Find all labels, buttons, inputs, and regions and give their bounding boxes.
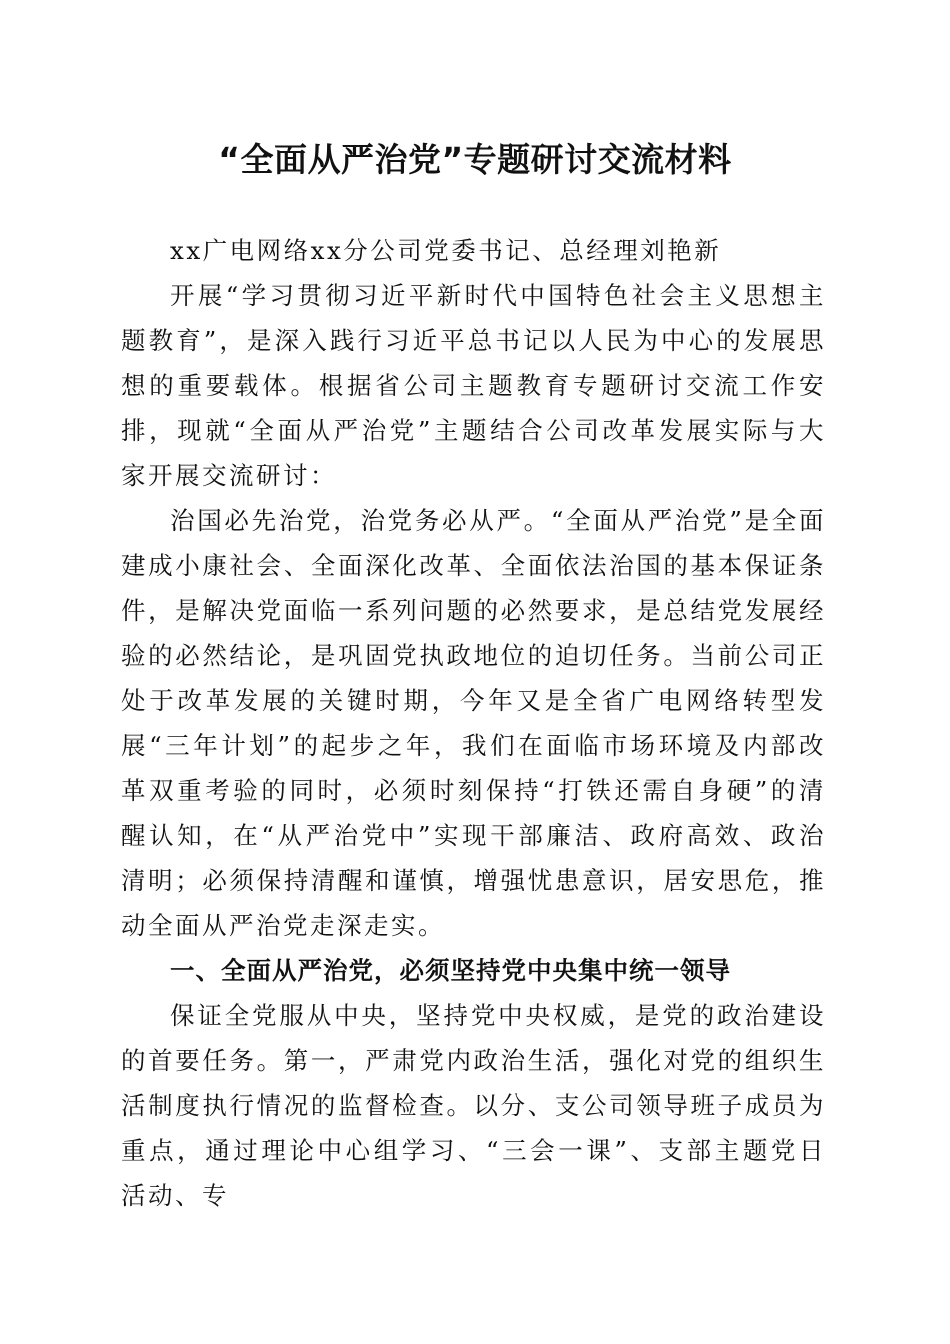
intro-paragraph: 开展“学习贯彻习近平新时代中国特色社会主义思想主题教育”，是深入践行习近平总书记以人民为中心的发展思想的重要载体。根据省公司主题教育专题研讨交流工作安排，现就“全面从严治党”主题结合公司改革发展实际与大家开展交流研讨： [121,281,826,490]
author-line: xx广电网络xx分公司党委书记、总经理刘艳新 [170,236,722,265]
context-paragraph: 治国必先治党，治党务必从严。“全面从严治党”是全面建成小康社会、全面深化改革、全面依法治国的基本保证条件，是解决党面临一系列问题的必然要求，是总结党发展经验的必然结论，是巩固党执政地位的迫切任务。当前公司正处于改革发展的关键时期，今年又是全省广电网络转型发展“三年计划”的起步之年，我们在面临市场环境及内部改革双重考验的同时，必须时刻保持“打铁还需自身硬”的清醒认知，在“从严治党中”实现干部廉洁、政府高效、政治清明；必须保持清醒和谨慎，增强忧患意识，居安思危，推动全面从严治党走深走实。 [121,506,826,940]
document-title: “全面从严治党”专题研讨交流材料 [218,140,732,179]
section-heading: 一、全面从严治党，必须坚持党中央集中统一领导 [170,956,731,985]
section-paragraph: 保证全党服从中央，坚持党中央权威，是党的政治建设的首要任务。第一，严肃党内政治生活，强化对党的组织生活制度执行情况的监督检查。以分、支公司领导班子成员为重点，通过理论中心组学习、“三会一课”、支部主题党日活动、专 [121,1001,826,1210]
document-body [121,228,826,1218]
